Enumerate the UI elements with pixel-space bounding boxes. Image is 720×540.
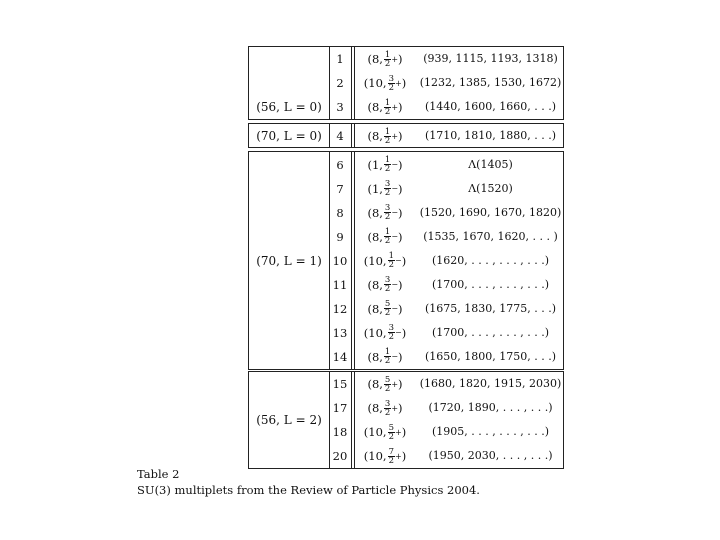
parity-sign: + xyxy=(395,78,402,88)
spin-numerator: 5 xyxy=(384,299,391,309)
separator: , xyxy=(379,129,383,143)
multiplet-label xyxy=(355,71,415,95)
separator: , xyxy=(379,377,383,391)
spin-numerator: 3 xyxy=(388,323,394,333)
table-row xyxy=(249,95,565,119)
su3-dimension: 10 xyxy=(368,76,383,90)
multiplet-label xyxy=(355,321,415,345)
caption-text: SU(3) multiplets from the Review of Particle Physics 2004. xyxy=(137,483,480,497)
group-label: (56, L = 2) xyxy=(256,413,322,427)
parity-sign: + xyxy=(391,403,399,413)
spin-fraction xyxy=(384,276,391,293)
spin-denominator: 2 xyxy=(384,164,391,174)
spin-numerator: 1 xyxy=(384,126,391,137)
paren-open: ( xyxy=(367,129,372,143)
su3-dimension: 8 xyxy=(371,349,380,364)
su3-dimension: 10 xyxy=(368,253,383,268)
parity-sign: − xyxy=(391,184,399,193)
su3-dimension: 8 xyxy=(371,301,380,316)
su3-dimension: 8 xyxy=(371,52,380,66)
multiplet-group xyxy=(248,46,564,120)
spin-denominator: 2 xyxy=(384,58,391,69)
paren-open: ( xyxy=(363,449,369,463)
spin-fraction xyxy=(384,99,391,116)
spin-denominator: 2 xyxy=(384,135,391,146)
spin-numerator: 1 xyxy=(384,155,391,165)
baryon-states: (1700, . . . , . . . , . . .) xyxy=(432,325,549,339)
spin-denominator: 2 xyxy=(388,431,394,442)
multiplet-number: 9 xyxy=(336,229,344,244)
spin-fraction xyxy=(384,128,391,145)
parity-sign: − xyxy=(395,328,402,337)
su3-dimension: 8 xyxy=(371,377,380,391)
spin-fraction xyxy=(384,204,391,221)
table-row xyxy=(249,249,565,273)
spin-numerator: 7 xyxy=(388,446,394,457)
spin-numerator: 1 xyxy=(388,251,394,261)
spin-numerator: 3 xyxy=(384,275,391,285)
table-row xyxy=(249,297,565,321)
baryon-states: (1675, 1830, 1775, . . .) xyxy=(424,301,557,315)
table-row xyxy=(249,201,565,225)
baryon-states: (1520, 1690, 1670, 1820) xyxy=(419,205,562,219)
spin-fraction xyxy=(384,348,391,365)
separator: , xyxy=(379,301,383,316)
table-row xyxy=(249,420,565,444)
spin-numerator: 1 xyxy=(384,97,391,108)
spin-numerator: 3 xyxy=(384,179,391,189)
su3-dimension: 8 xyxy=(371,205,380,220)
spin-denominator: 2 xyxy=(388,260,394,270)
multiplet-label xyxy=(355,47,415,71)
multiplet-number: 11 xyxy=(332,277,348,292)
multiplet-number: 7 xyxy=(336,181,344,196)
multiplet-label xyxy=(355,225,415,249)
multiplet-number: 1 xyxy=(336,52,344,66)
multiplet-group xyxy=(248,151,564,370)
spin-numerator: 1 xyxy=(384,227,391,237)
spin-numerator: 1 xyxy=(384,347,391,357)
paren-open: ( xyxy=(363,425,369,439)
multiplet-label xyxy=(355,396,415,420)
multiplet-label xyxy=(355,95,415,119)
multiplet-number: 17 xyxy=(332,401,348,415)
parity-sign: + xyxy=(391,102,399,112)
multiplet-number: 18 xyxy=(332,425,348,439)
separator: , xyxy=(379,229,383,244)
multiplet-number: 3 xyxy=(336,100,344,114)
table-caption xyxy=(137,466,480,498)
paren-open: ( xyxy=(367,377,372,391)
multiplet-number: 10 xyxy=(332,253,348,268)
spin-denominator: 2 xyxy=(384,106,391,117)
su3-dimension: 10 xyxy=(368,325,383,340)
spin-numerator: 3 xyxy=(384,203,391,213)
multiplet-label xyxy=(355,444,415,468)
su3-dimension: 10 xyxy=(368,449,383,463)
baryon-states: (1232, 1385, 1530, 1672) xyxy=(419,76,562,89)
paren-close: ) xyxy=(398,349,403,364)
separator: , xyxy=(379,181,383,196)
baryon-states: (939, 1115, 1193, 1318) xyxy=(423,52,558,65)
table-row xyxy=(249,372,565,396)
parity-sign: + xyxy=(395,451,402,461)
separator: , xyxy=(379,401,383,415)
table-row xyxy=(249,444,565,468)
spin-numerator: 5 xyxy=(388,422,394,433)
spin-denominator: 2 xyxy=(384,308,391,318)
table-row xyxy=(249,153,565,177)
su3-dimension: 8 xyxy=(371,277,380,292)
spin-denominator: 2 xyxy=(388,332,394,342)
paren-open: ( xyxy=(367,100,372,114)
paren-close: ) xyxy=(398,129,403,143)
parity-sign: − xyxy=(391,304,399,313)
spin-denominator: 2 xyxy=(384,383,391,394)
table-row xyxy=(249,321,565,345)
baryon-states: (1650, 1800, 1750, . . .) xyxy=(424,349,557,363)
spin-denominator: 2 xyxy=(384,188,391,198)
parity-sign: − xyxy=(391,208,399,217)
parity-sign: + xyxy=(391,131,399,141)
group-label: (70, L = 0) xyxy=(256,129,322,143)
baryon-states: (1950, 2030, . . . , . . .) xyxy=(428,449,553,462)
paren-close: ) xyxy=(398,52,403,66)
paren-close: ) xyxy=(401,76,407,90)
su3-dimension: 1 xyxy=(371,157,380,172)
multiplet-label xyxy=(355,124,415,148)
baryon-states: (1535, 1670, 1620, . . . ) xyxy=(423,229,558,243)
multiplet-number: 14 xyxy=(332,349,348,364)
spin-fraction xyxy=(388,324,395,341)
multiplet-number: 13 xyxy=(332,325,348,340)
baryon-states: (1680, 1820, 1915, 2030) xyxy=(419,377,562,390)
spin-fraction xyxy=(388,424,395,441)
su3-dimension: 8 xyxy=(371,129,380,143)
su3-dimension: 8 xyxy=(371,401,380,415)
multiplet-number: 20 xyxy=(332,449,348,463)
separator: , xyxy=(379,205,383,220)
paren-open: ( xyxy=(367,401,372,415)
multiplet-label xyxy=(355,297,415,321)
multiplet-label xyxy=(355,273,415,297)
baryon-states: Λ(1405) xyxy=(468,157,513,171)
multiplet-label xyxy=(355,372,415,396)
multiplet-label xyxy=(355,153,415,177)
separator: , xyxy=(382,449,387,463)
paren-open: ( xyxy=(363,325,369,340)
multiplet-label xyxy=(355,345,415,369)
spin-numerator: 1 xyxy=(384,49,391,60)
paren-open: ( xyxy=(367,301,372,316)
baryon-states: (1720, 1890, . . . , . . .) xyxy=(428,401,553,414)
spin-fraction xyxy=(384,180,391,197)
separator: , xyxy=(379,349,383,364)
paren-open: ( xyxy=(367,181,372,196)
paren-close: ) xyxy=(398,157,403,172)
su3-dimension: 8 xyxy=(371,100,380,114)
spin-fraction xyxy=(384,156,391,173)
table-row xyxy=(249,47,565,71)
multiplet-number: 15 xyxy=(332,377,348,391)
paren-open: ( xyxy=(367,205,372,220)
paren-close: ) xyxy=(398,377,403,391)
spin-fraction xyxy=(388,252,395,269)
paren-open: ( xyxy=(363,253,369,268)
separator: , xyxy=(379,100,383,114)
parity-sign: − xyxy=(391,352,399,361)
baryon-states: Λ(1520) xyxy=(468,181,513,195)
spin-fraction xyxy=(384,400,391,417)
su3-dimension: 10 xyxy=(368,425,383,439)
baryon-states: (1710, 1810, 1880, . . .) xyxy=(424,129,557,142)
paren-close: ) xyxy=(398,401,403,415)
separator: , xyxy=(379,277,383,292)
separator: , xyxy=(382,425,387,439)
parity-sign: − xyxy=(391,280,399,289)
multiplet-number: 8 xyxy=(336,205,344,220)
spin-denominator: 2 xyxy=(384,284,391,294)
table-row xyxy=(249,396,565,420)
spin-fraction xyxy=(384,228,391,245)
multiplet-number: 6 xyxy=(336,157,344,172)
spin-denominator: 2 xyxy=(384,212,391,222)
su3-dimension: 1 xyxy=(371,181,380,196)
spin-numerator: 3 xyxy=(384,398,391,409)
multiplet-group xyxy=(248,371,564,469)
baryon-states: (1440, 1600, 1660, . . .) xyxy=(424,100,557,113)
caption-title: Table 2 xyxy=(137,467,180,481)
parity-sign: + xyxy=(391,379,399,389)
parity-sign: + xyxy=(395,427,402,437)
paren-open: ( xyxy=(367,277,372,292)
separator: , xyxy=(382,253,387,268)
su3-multiplet-table xyxy=(248,46,564,469)
paren-close: ) xyxy=(401,449,407,463)
table-row xyxy=(249,225,565,249)
parity-sign: + xyxy=(391,54,399,64)
spin-denominator: 2 xyxy=(384,356,391,366)
multiplet-number: 4 xyxy=(336,129,344,143)
spin-denominator: 2 xyxy=(384,236,391,246)
parity-sign: − xyxy=(391,232,399,241)
su3-dimension: 8 xyxy=(371,229,380,244)
parity-sign: − xyxy=(395,256,402,265)
paren-open: ( xyxy=(367,52,372,66)
separator: , xyxy=(382,76,387,90)
paren-open: ( xyxy=(367,157,372,172)
spin-fraction xyxy=(384,376,391,393)
paren-close: ) xyxy=(398,277,403,292)
paren-close: ) xyxy=(398,100,403,114)
paren-close: ) xyxy=(401,325,407,340)
separator: , xyxy=(379,157,383,172)
paren-close: ) xyxy=(398,205,403,220)
paren-close: ) xyxy=(398,181,403,196)
separator: , xyxy=(382,325,387,340)
paren-close: ) xyxy=(401,253,407,268)
multiplet-number: 12 xyxy=(332,301,348,316)
table-row xyxy=(249,273,565,297)
spin-numerator: 5 xyxy=(384,374,391,385)
table-row xyxy=(249,177,565,201)
spin-fraction xyxy=(388,448,395,465)
spin-denominator: 2 xyxy=(388,82,394,93)
paren-open: ( xyxy=(367,349,372,364)
multiplet-group xyxy=(248,123,564,148)
paren-open: ( xyxy=(363,76,369,90)
paren-close: ) xyxy=(398,229,403,244)
spin-fraction xyxy=(384,300,391,317)
paren-close: ) xyxy=(401,425,407,439)
baryon-states: (1700, . . . , . . . , . . .) xyxy=(432,277,549,291)
multiplet-number: 2 xyxy=(336,76,344,90)
multiplet-label xyxy=(355,177,415,201)
baryon-states: (1620, . . . , . . . , . . .) xyxy=(432,253,549,267)
spin-fraction xyxy=(384,51,391,68)
parity-sign: − xyxy=(391,160,399,169)
group-label: (70, L = 1) xyxy=(256,253,322,268)
paren-close: ) xyxy=(398,301,403,316)
table-row xyxy=(249,345,565,369)
spin-denominator: 2 xyxy=(388,455,394,466)
baryon-states: (1905, . . . , . . . , . . .) xyxy=(432,425,549,438)
multiplet-label xyxy=(355,201,415,225)
group-label: (56, L = 0) xyxy=(256,100,322,114)
multiplet-label xyxy=(355,249,415,273)
table-row xyxy=(249,71,565,95)
spin-denominator: 2 xyxy=(384,407,391,418)
paren-open: ( xyxy=(367,229,372,244)
spin-numerator: 3 xyxy=(388,73,394,84)
multiplet-label xyxy=(355,420,415,444)
separator: , xyxy=(379,52,383,66)
table-row xyxy=(249,124,565,148)
spin-fraction xyxy=(388,75,395,92)
